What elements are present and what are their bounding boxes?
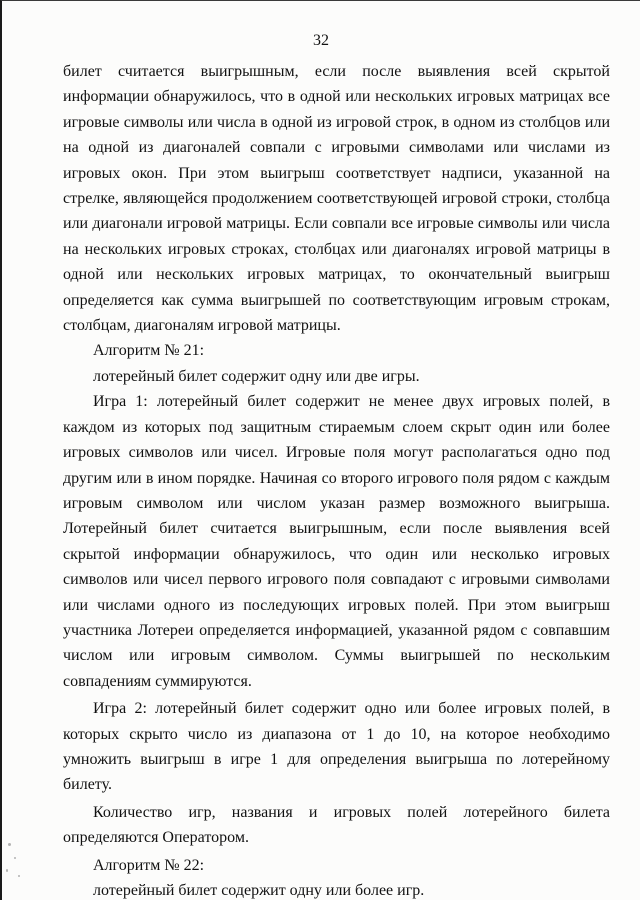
paragraph-continuation: билет считается выигрышным, если после выявления всей скрытой информации обнаружилось, что в одной или нескольких игровых матрицах все игровые символы или числа в одной из игровой строк, в одном из столбцов или на одной из диагоналей совпали с игровыми символами или числами из игровых окон. При этом выигрыш соответствует надписи, указанной на стрелке, являющейся продолжением соответствующей игровой строки, столбца или диагонали игровой матрицы. Если совпали все игровые символы или числа на нескольких игровых строках, столбцах или диагоналях игровой матрицы в одной или нескольких игровых матрицах, то окончательный выигрыш определяется как сумма выигрышей по соответствующим игровым строкам, столбцам, диагоналям игровой матрицы. (63, 63, 610, 335)
scan-speck (18, 875, 20, 877)
game-1-paragraph: Игра 1: лотерейный билет содержит не менее двух игровых полей, в каждом из которых под защитным стираемым слоем скрыт один или более игровых символов или чисел. Игровые поля могут располагаться одно под другим или в ином порядке. Начиная со второго игрового поля рядом с каждым игровым символом или числом указан размер возможного выигрыша. Лотерейный билет считается выигрышным, если после выявления всей скрытой информации обнаружилось, что один или несколько игровых символов или чисел первого игрового поля совпадают с игровыми символами или числами одного из последующих игровых полей. При этом выигрыш участника Лотереи определяется информацией, указанной рядом с совпавшим числом или игровым символом. Суммы выигрышей по нескольким совпадениям суммируются. (63, 393, 610, 690)
scan-speck (6, 869, 8, 872)
scan-speck (8, 843, 11, 846)
algorithm-22-intro: лотерейный билет содержит одну или более игр. (93, 882, 425, 899)
games-count-paragraph: Количество игр, названия и игровых полей лотерейного билета определяются Оператором. (63, 803, 610, 847)
algorithm-22-heading: Алгоритм № 22: (93, 856, 205, 874)
page-number: 32 (313, 32, 329, 49)
scan-speck (14, 857, 16, 859)
algorithm-21-intro: лотерейный билет содержит одну или две игры. (93, 367, 420, 385)
algorithm-21-heading: Алгоритм № 21: (93, 342, 205, 360)
game-2-paragraph: Игра 2: лотерейный билет содержит одно или более игровых полей, в которых скрыто число из диапазона от 1 до 10, на которое необходимо умножить выигрыш в игре 1 для определения выигрыша по лотерейному билету. (63, 700, 610, 794)
document-body (63, 59, 610, 900)
